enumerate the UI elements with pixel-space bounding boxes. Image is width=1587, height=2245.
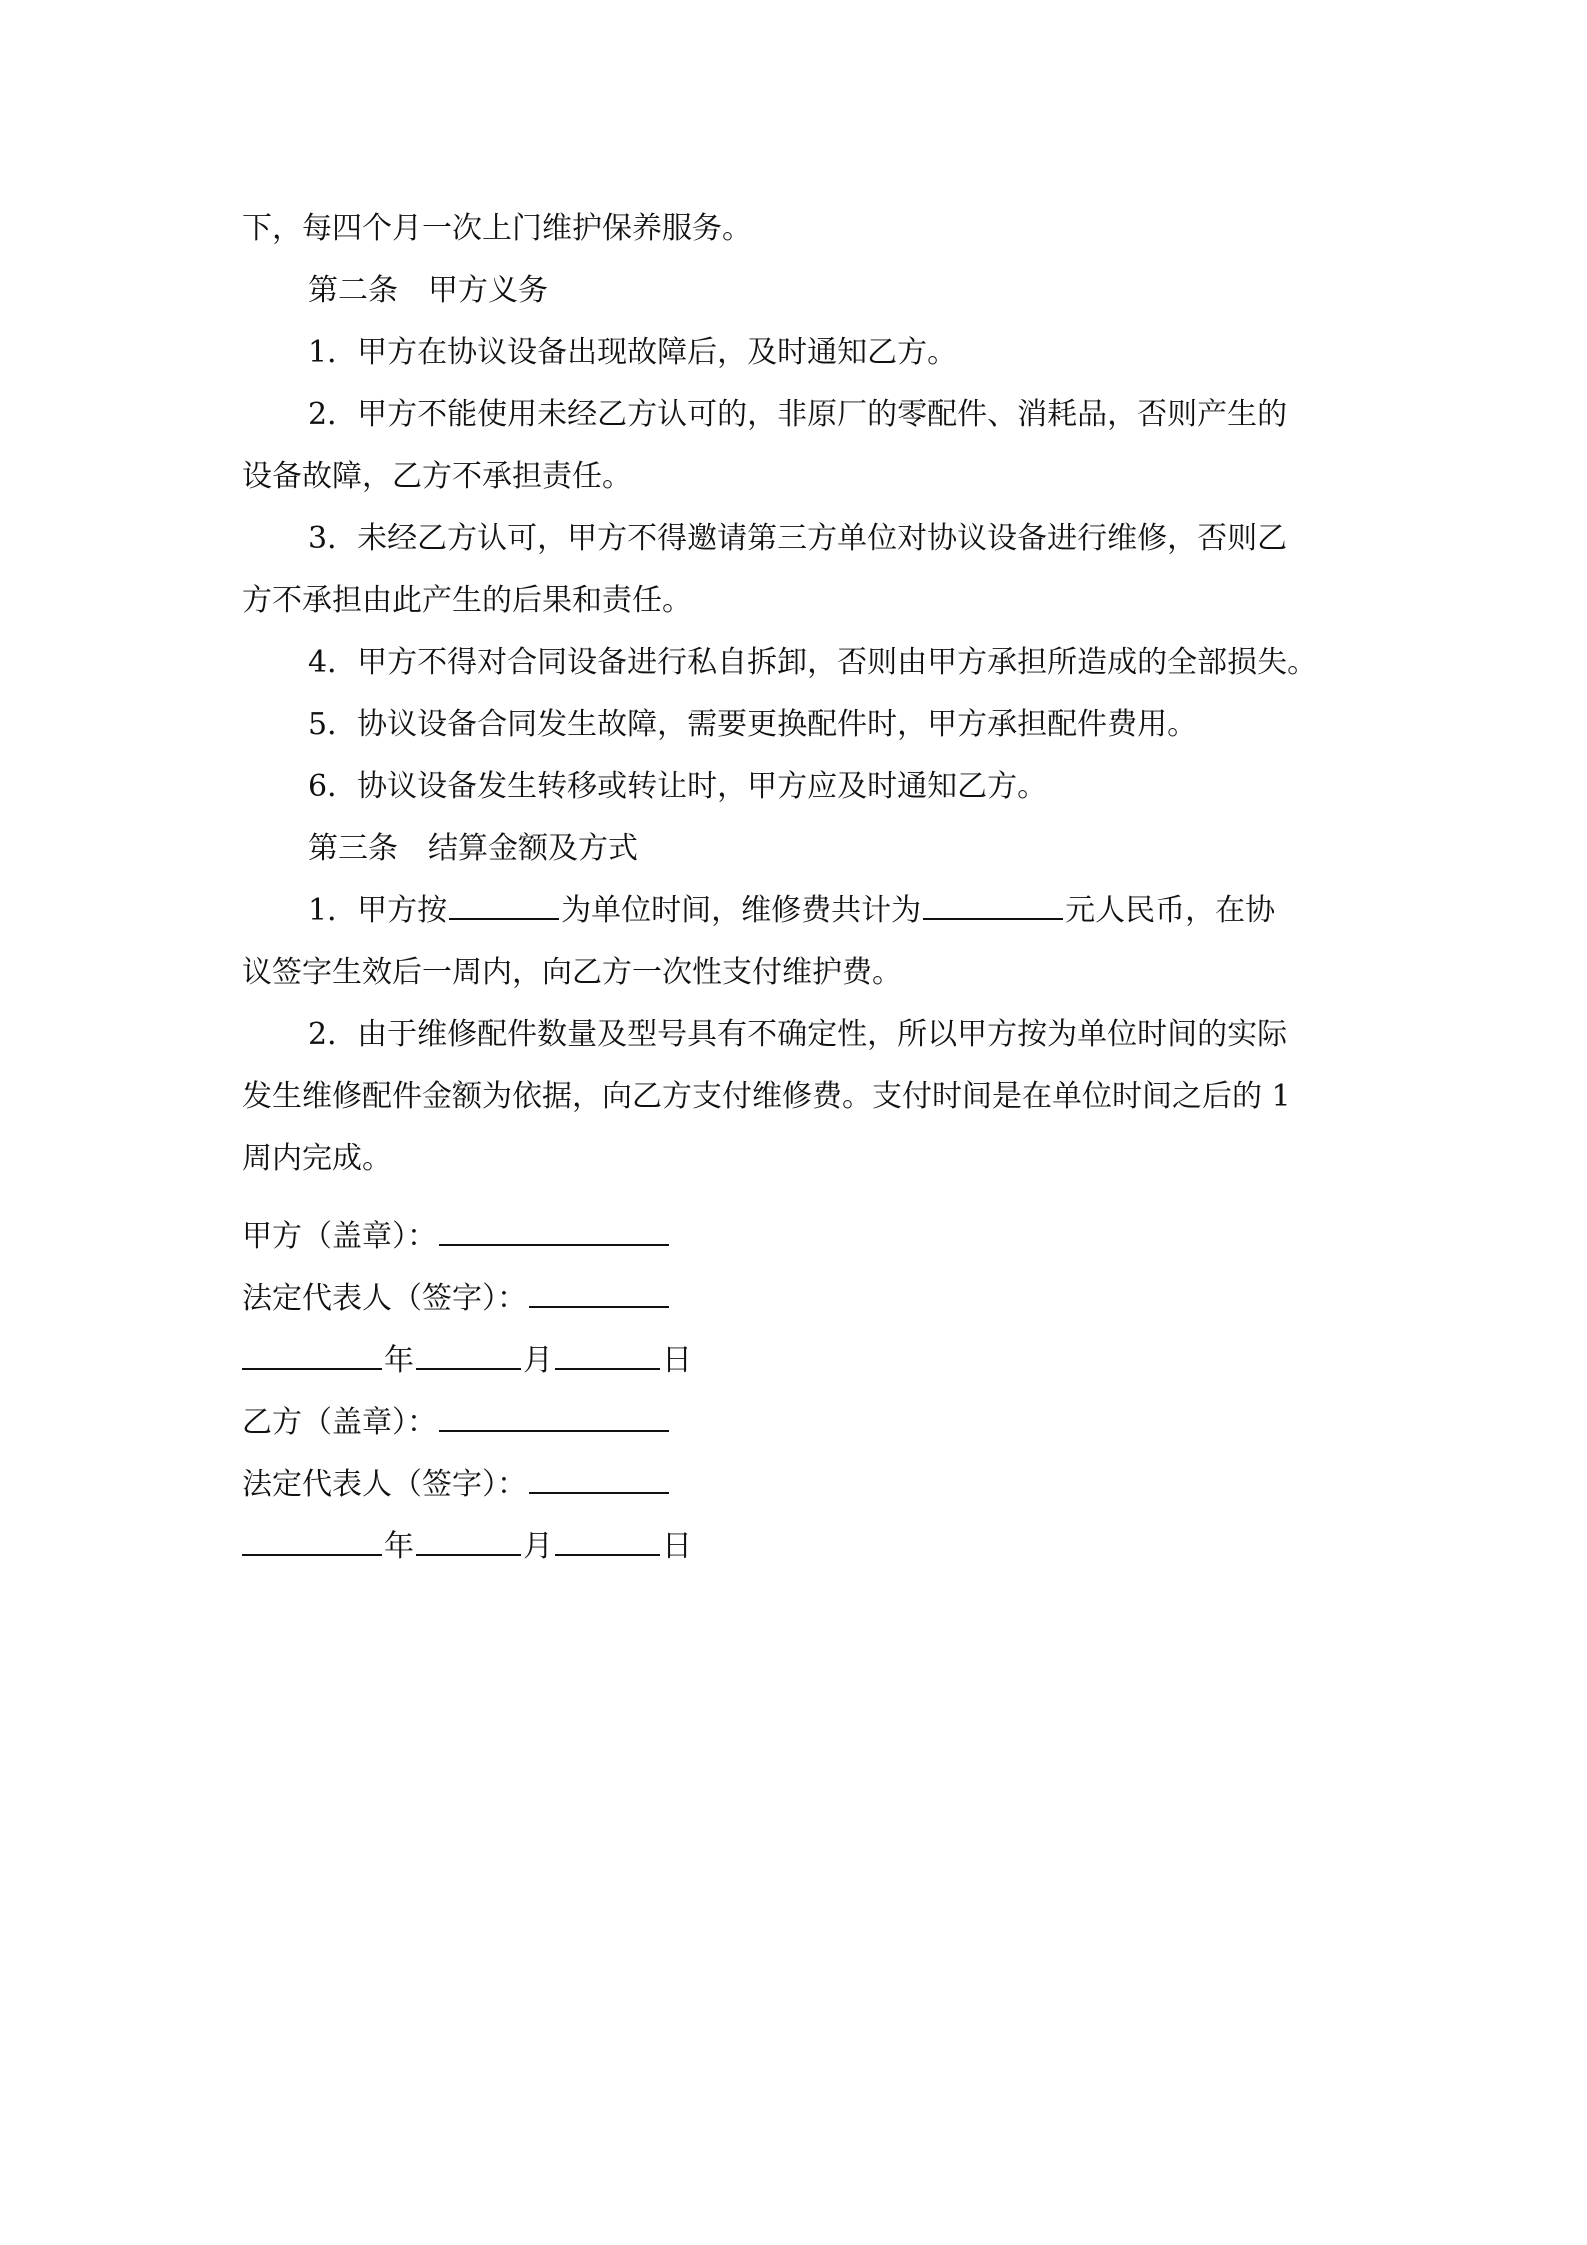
article-2-heading: 第二条 甲方义务 — [308, 273, 548, 308]
party-b-seal-label: 乙方（盖章）： — [242, 1405, 437, 1440]
article-3-item-2: 2．由于维修配件数量及型号具有不确定性，所以甲方按为单位时间的实际 — [308, 1017, 1288, 1052]
article-2-item-3-cont: 方不承担由此产生的后果和责任。 — [242, 583, 692, 618]
article-3-item-1-part1: 1．甲方按 — [308, 893, 448, 928]
party-a-year-label: 年 — [384, 1343, 414, 1378]
article-2-item-6: 6．协议设备发生转移或转让时，甲方应及时通知乙方。 — [308, 769, 1048, 804]
party-a-seal-blank[interactable] — [439, 1214, 669, 1246]
party-b-day-blank[interactable] — [555, 1524, 660, 1556]
unit-time-blank[interactable] — [449, 888, 559, 920]
party-b-rep-label: 法定代表人（签字）： — [242, 1467, 527, 1502]
party-b-date-line — [242, 1516, 942, 1578]
article-2-item-1: 1．甲方在协议设备出现故障后，及时通知乙方。 — [308, 335, 958, 370]
contract-body — [242, 198, 1362, 1190]
article-3-item-2-cont2: 周内完成。 — [242, 1141, 392, 1176]
party-b-month-label: 月 — [523, 1529, 553, 1564]
party-a-day-label: 日 — [662, 1343, 692, 1378]
party-a-seal-line — [242, 1206, 942, 1268]
article-3-item-1-part3: 元人民币，在协 — [1065, 893, 1276, 928]
party-b-rep-blank[interactable] — [529, 1462, 669, 1494]
article-3-item-2-cont: 发生维修配件金额为依据，向乙方支付维修费。支付时间是在单位时间之后的 1 — [242, 1079, 1291, 1114]
party-a-month-blank[interactable] — [416, 1338, 521, 1370]
article-3-item-1 — [242, 880, 1362, 942]
party-a-month-label: 月 — [523, 1343, 553, 1378]
party-a-day-blank[interactable] — [555, 1338, 660, 1370]
party-b-month-blank[interactable] — [416, 1524, 521, 1556]
article-3-heading: 第三条 结算金额及方式 — [308, 831, 638, 866]
party-b-year-blank[interactable] — [242, 1524, 382, 1556]
party-b-seal-blank[interactable] — [439, 1400, 669, 1432]
party-a-rep-blank[interactable] — [529, 1276, 669, 1308]
continuation-line: 下，每四个月一次上门维护保养服务。 — [242, 211, 752, 246]
party-b-rep-line — [242, 1454, 942, 1516]
party-a-rep-line — [242, 1268, 942, 1330]
article-2-item-4: 4．甲方不得对合同设备进行私自拆卸，否则由甲方承担所造成的全部损失。 — [308, 645, 1318, 680]
signature-section — [242, 1206, 942, 1578]
article-3-item-1-cont: 议签字生效后一周内，向乙方一次性支付维护费。 — [242, 955, 902, 990]
party-b-day-label: 日 — [662, 1529, 692, 1564]
article-2-item-5: 5．协议设备合同发生故障，需要更换配件时，甲方承担配件费用。 — [308, 707, 1198, 742]
party-a-year-blank[interactable] — [242, 1338, 382, 1370]
fee-amount-blank[interactable] — [923, 888, 1063, 920]
article-2-item-2: 2．甲方不能使用未经乙方认可的，非原厂的零配件、消耗品，否则产生的 — [308, 397, 1288, 432]
article-2-item-3: 3．未经乙方认可，甲方不得邀请第三方单位对协议设备进行维修，否则乙 — [308, 521, 1288, 556]
party-b-year-label: 年 — [384, 1529, 414, 1564]
party-a-date-line — [242, 1330, 942, 1392]
party-a-seal-label: 甲方（盖章）： — [242, 1219, 437, 1254]
article-3-item-1-part2: 为单位时间，维修费共计为 — [561, 893, 922, 928]
article-2-item-2-cont: 设备故障，乙方不承担责任。 — [242, 459, 632, 494]
party-b-seal-line — [242, 1392, 942, 1454]
party-a-rep-label: 法定代表人（签字）： — [242, 1281, 527, 1316]
